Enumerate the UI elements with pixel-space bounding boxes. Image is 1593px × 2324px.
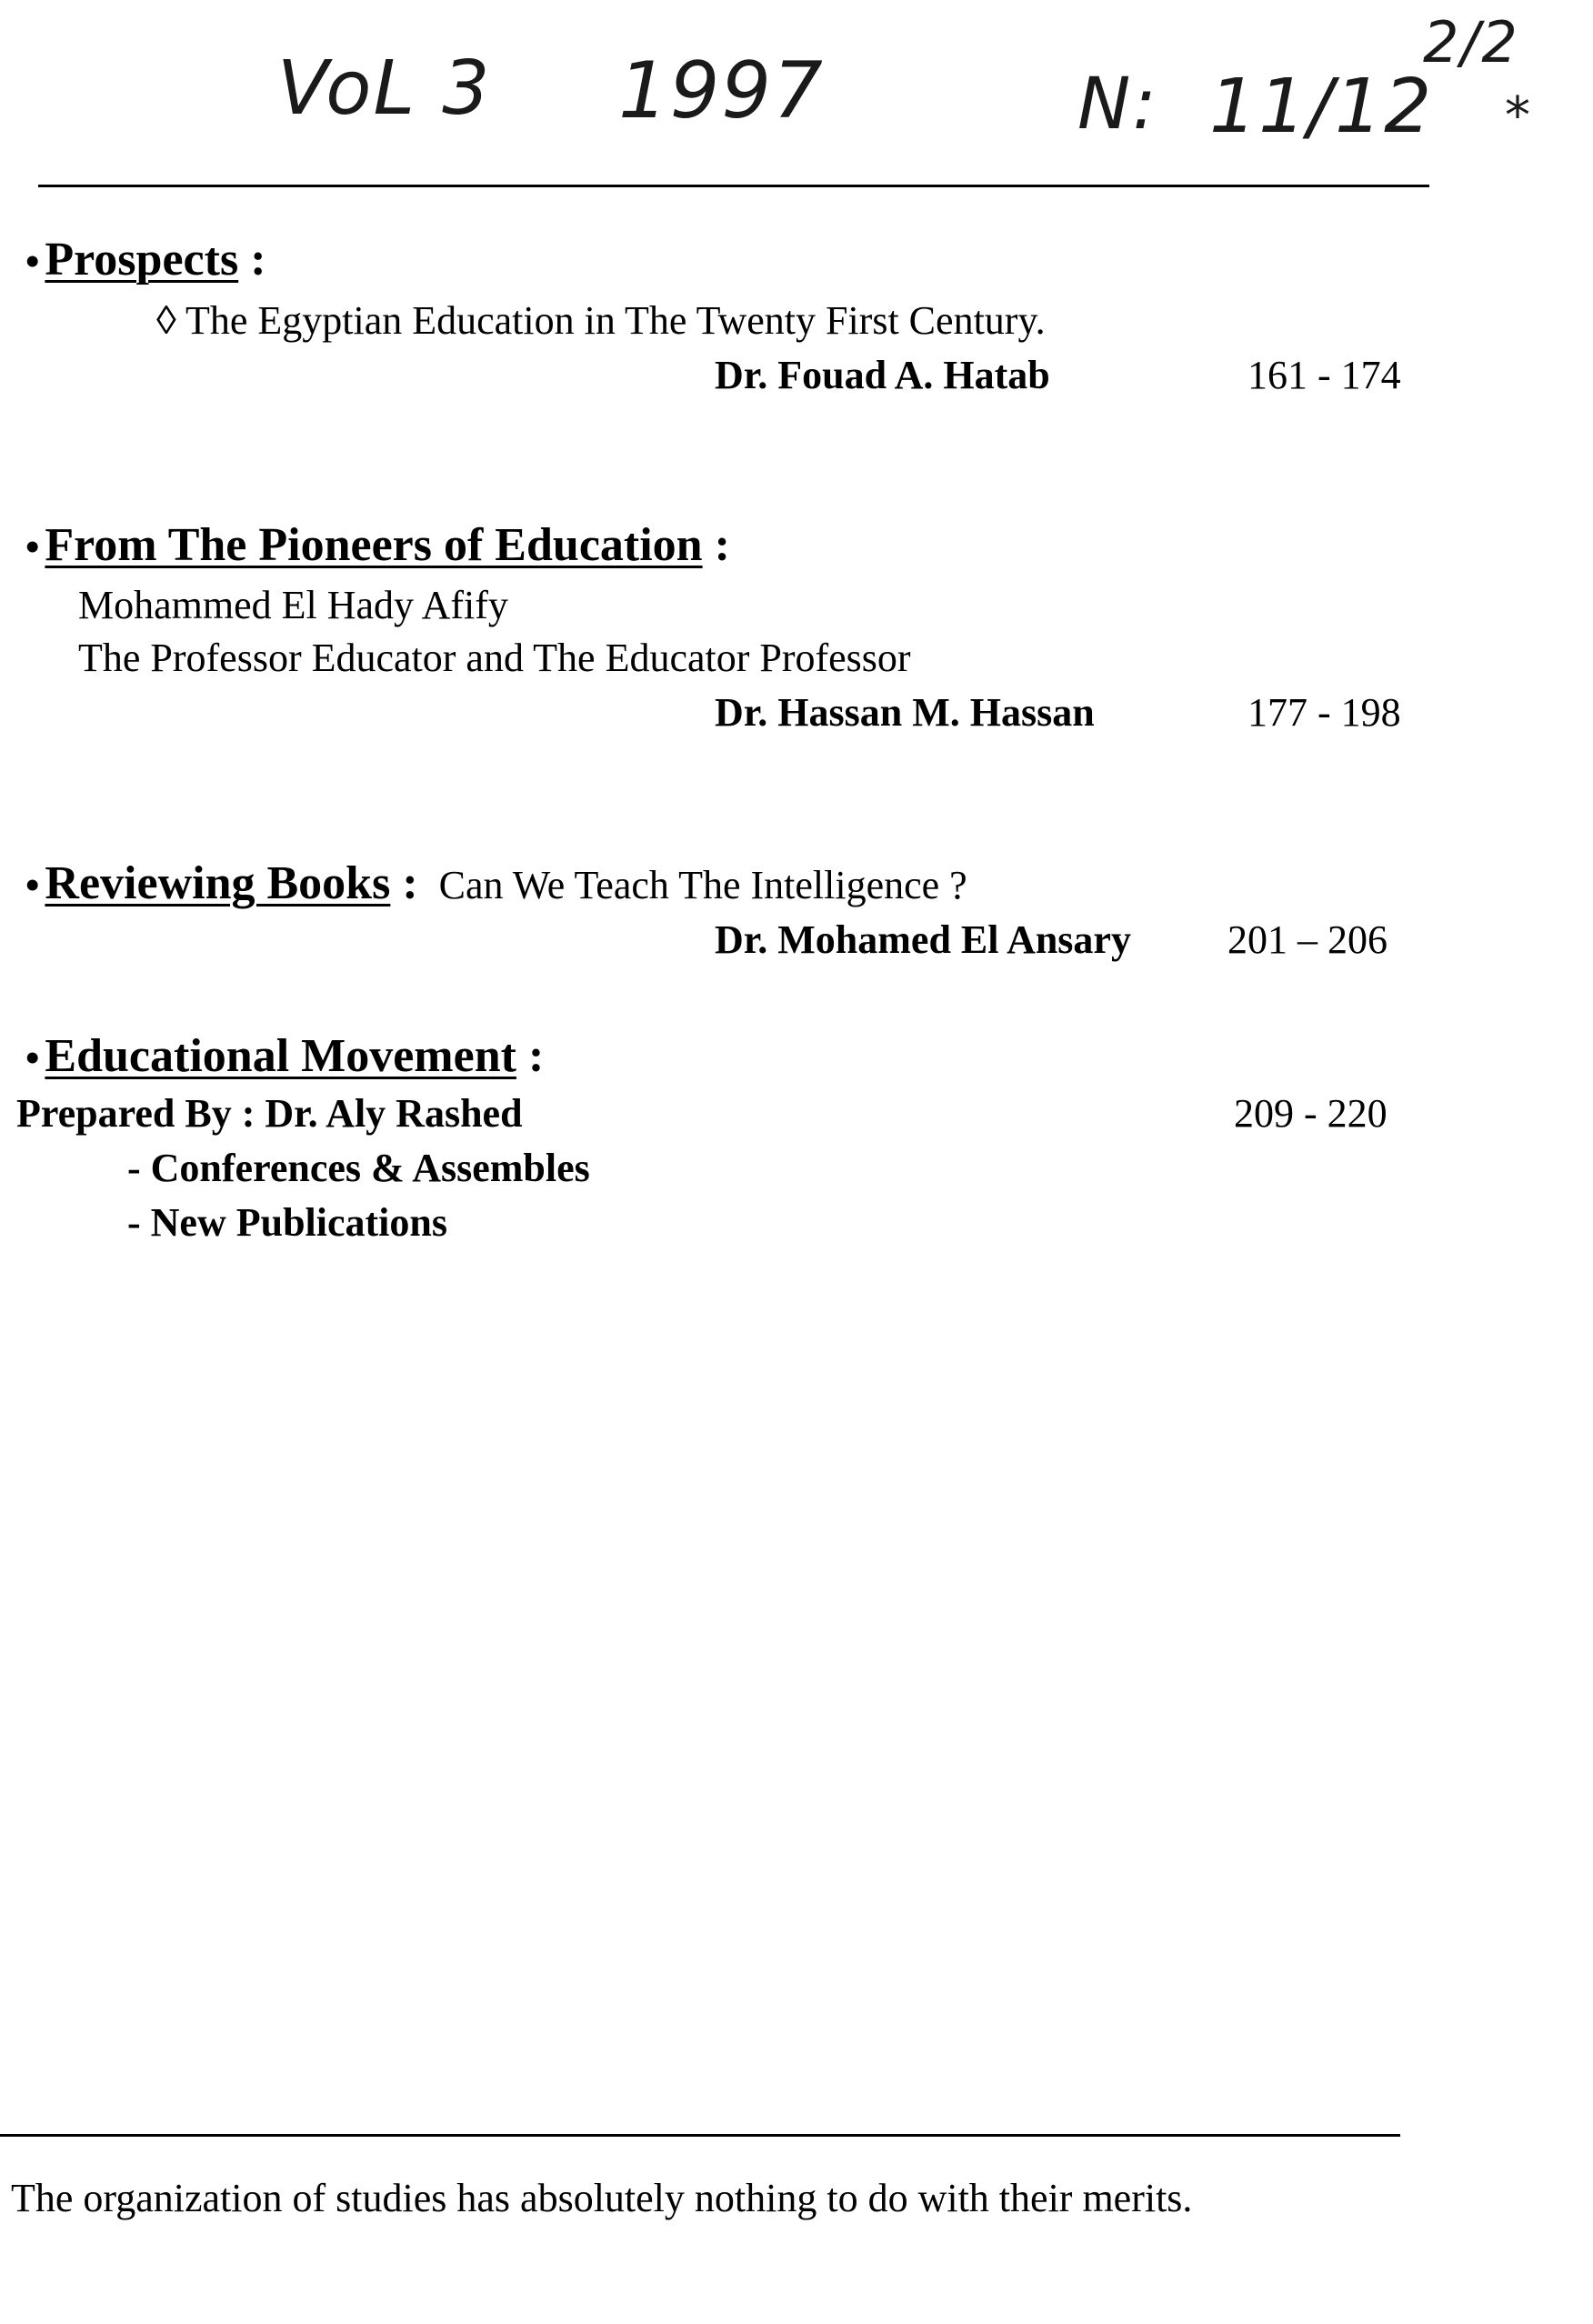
- prospects-heading-text: Prospects: [45, 234, 239, 285]
- heading-colon: :: [390, 857, 418, 909]
- heading-colon: :: [702, 519, 730, 571]
- reviewing-heading: [25, 857, 430, 909]
- prospects-pages: 161 - 174: [1247, 353, 1401, 397]
- reviewing-book-title: Can We Teach The Intelligence ?: [438, 863, 967, 907]
- pioneers-line1: Mohammed El Hady Afify: [78, 583, 508, 627]
- handwritten-number-label: N:: [1077, 64, 1158, 145]
- handwritten-volume: VoL 3: [277, 45, 492, 132]
- handwritten-corner-mark: 2/2: [1423, 9, 1519, 75]
- movement-pages: 209 - 220: [1234, 1091, 1388, 1136]
- heading-colon: :: [516, 1030, 545, 1082]
- heading-colon: :: [238, 234, 266, 285]
- movement-item-publications: - New Publications: [127, 1200, 447, 1245]
- movement-prepared-by: Prepared By : Dr. Aly Rashed: [16, 1091, 523, 1136]
- footer-quote: The organization of studies has absolutely nothing to do with their merits.: [11, 2176, 1193, 2220]
- pioneers-author: Dr. Hassan M. Hassan: [715, 690, 1095, 735]
- pioneers-line2: The Professor Educator and The Educator Professor: [78, 636, 911, 680]
- reviewing-pages: 201 – 206: [1227, 917, 1388, 962]
- diamond-icon: ◊: [156, 298, 176, 343]
- bullet: •: [25, 863, 40, 907]
- pioneers-heading: [25, 518, 730, 572]
- prospects-heading: [25, 233, 266, 286]
- bullet: •: [25, 239, 40, 284]
- prospects-author: Dr. Fouad A. Hatab: [715, 353, 1050, 397]
- top-divider: [38, 185, 1429, 187]
- prospects-article-title: [156, 297, 1046, 344]
- bullet: •: [25, 525, 40, 569]
- bottom-divider: [0, 2134, 1400, 2137]
- prospects-title-text: The Egyptian Education in The Twenty First Century.: [185, 298, 1046, 343]
- bullet: •: [25, 1036, 40, 1080]
- pioneers-heading-text: From The Pioneers of Education: [45, 519, 703, 571]
- reviewing-author: Dr. Mohamed El Ansary: [715, 917, 1131, 962]
- reviewing-heading-row: [25, 856, 967, 910]
- pioneers-pages: 177 - 198: [1247, 690, 1401, 735]
- movement-heading: [25, 1029, 544, 1083]
- movement-item-conferences: - Conferences & Assembles: [127, 1146, 590, 1190]
- movement-heading-text: Educational Movement: [45, 1030, 516, 1082]
- handwritten-star-mark: *: [1505, 86, 1532, 145]
- handwritten-year: 1997: [618, 45, 825, 136]
- handwritten-number-value: 11/12: [1209, 64, 1434, 150]
- reviewing-heading-text: Reviewing Books: [45, 857, 391, 909]
